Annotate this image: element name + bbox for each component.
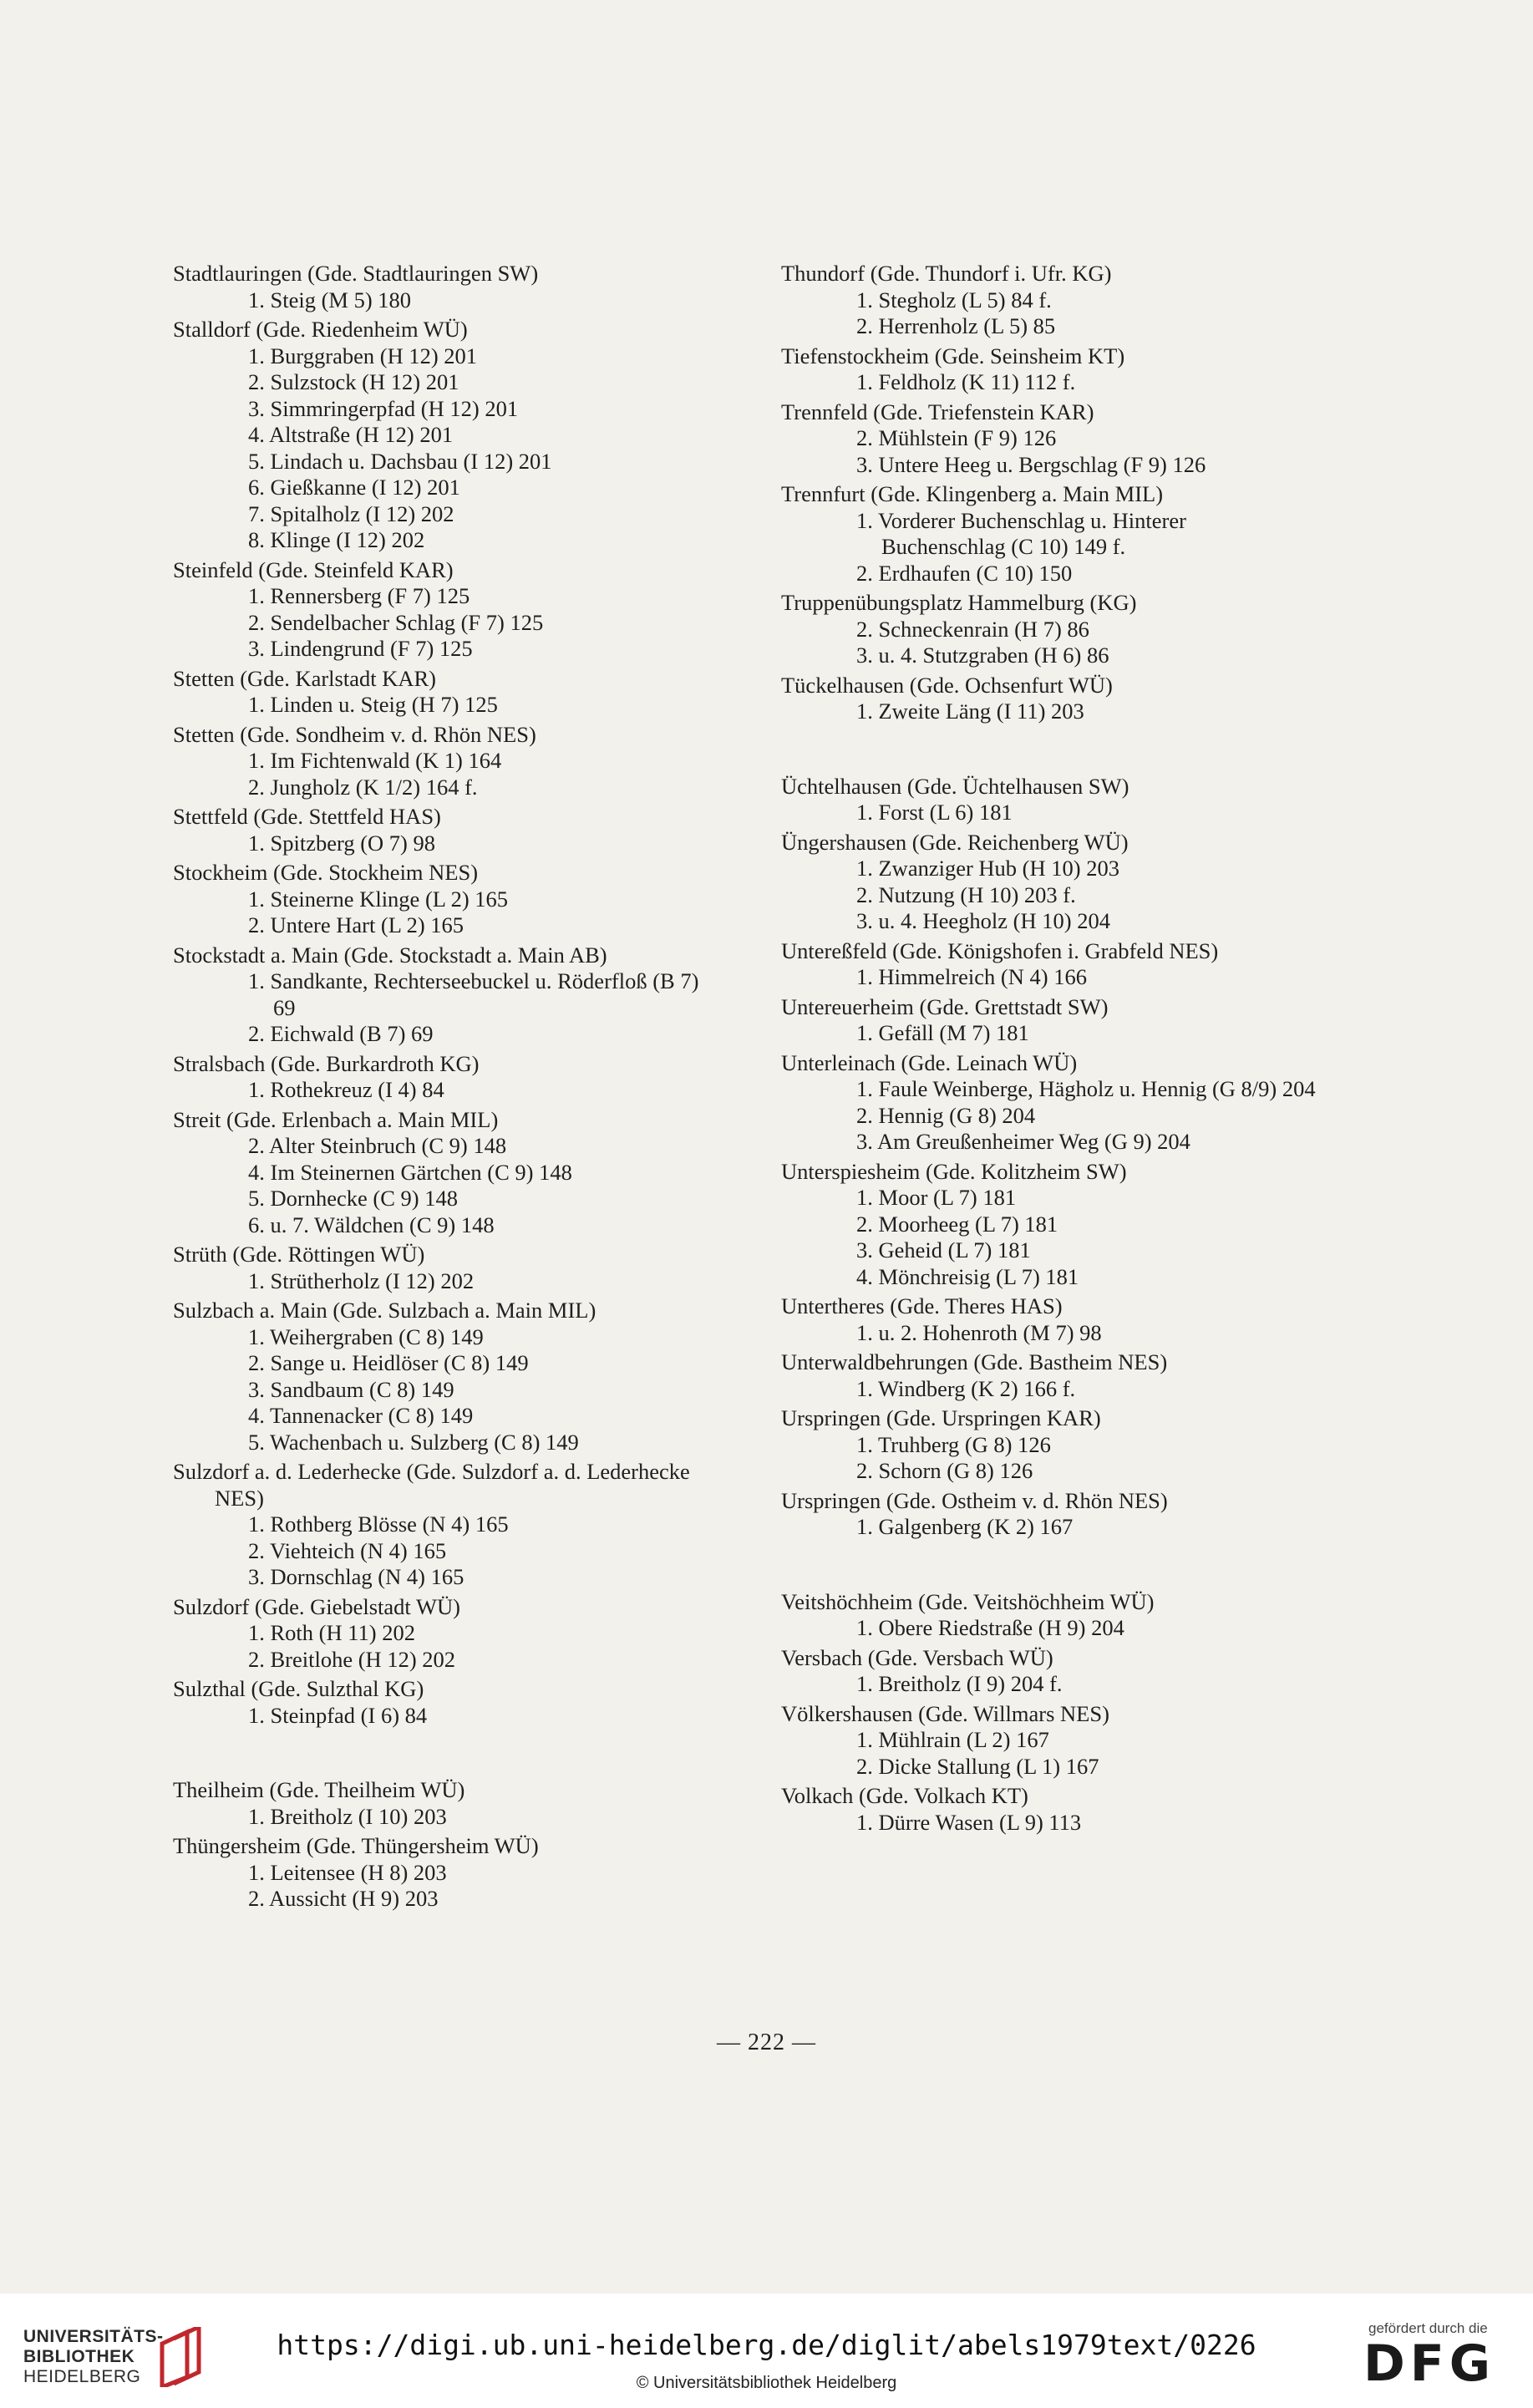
entry-items: [173, 886, 708, 939]
entry-item: 6. u. 7. Wäldchen (C 9) 148: [248, 1212, 495, 1237]
entry-item: 1. Gefäll (M 7) 181: [856, 1020, 1029, 1045]
entry-item: 4. Altstraße (H 12) 201: [248, 422, 454, 447]
index-entry: [781, 261, 1316, 340]
entry-items: [781, 964, 1316, 991]
permalink-url[interactable]: https://digi.ub.uni-heidelberg.de/diglit/abels1979text/0226: [277, 2329, 1256, 2361]
entry-items: [781, 699, 1316, 725]
entry-item: 1. Rothekreuz (I 4) 84: [248, 1077, 444, 1102]
entry-item: 1. Feldholz (K 11) 112 f.: [856, 369, 1076, 394]
entry-items: [781, 1615, 1316, 1642]
entry-heading: Steinfeld (Gde. Steinfeld KAR): [173, 556, 454, 582]
entry-heading: Thundorf (Gde. Thundorf i. Ufr. KG): [781, 261, 1112, 286]
index-entry: [781, 1050, 1316, 1156]
entry-heading: Unterspiesheim (Gde. Kolitzheim SW): [781, 1158, 1127, 1184]
section-gap: [781, 1544, 1316, 1589]
index-entry: [781, 1701, 1316, 1781]
index-entry: [173, 1051, 708, 1104]
entry-item: 1. Faule Weinberge, Hägholz u. Hennig (G 8/9) 204: [856, 1076, 1316, 1101]
entry-item: 2. Hennig (G 8) 204: [856, 1102, 1036, 1128]
entry-items: [173, 583, 708, 663]
entry-heading: Theilheim (Gde. Theilheim WÜ): [173, 1777, 465, 1802]
entry-heading: Stetten (Gde. Sondheim v. d. Rhön NES): [173, 721, 536, 747]
entry-item: 1. Breitholz (I 10) 203: [248, 1803, 447, 1829]
entry-item: 1. Steig (M 5) 180: [248, 287, 412, 312]
entry-item: 1. Mühlrain (L 2) 167: [856, 1727, 1049, 1752]
index-entry: [173, 317, 708, 554]
entry-item: 2. Jungholz (K 1/2) 164 f.: [248, 774, 478, 800]
entry-items: [173, 287, 708, 314]
entry-heading: Strüth (Gde. Röttingen WÜ): [173, 1242, 425, 1267]
entry-items: [781, 1727, 1316, 1780]
entry-heading: Veitshöchheim (Gde. Veitshöchheim WÜ): [781, 1588, 1155, 1614]
entry-item: 1. Leitensee (H 8) 203: [248, 1859, 447, 1885]
index-entry: [781, 774, 1316, 826]
entry-item: 5. Dornhecke (C 9) 148: [248, 1186, 458, 1211]
entry-item: 5. Lindach u. Dachsbau (I 12) 201: [248, 448, 552, 474]
entry-item: 1. Steinerne Klinge (L 2) 165: [248, 886, 509, 912]
entry-item: 2. Herrenholz (L 5) 85: [856, 313, 1056, 338]
entry-heading: Tückelhausen (Gde. Ochsenfurt WÜ): [781, 672, 1113, 698]
entry-item: 1. Dürre Wasen (L 9) 113: [856, 1809, 1082, 1835]
index-entry: [781, 1293, 1316, 1346]
index-entry: [173, 1676, 708, 1729]
entry-heading: Stockheim (Gde. Stockheim NES): [173, 860, 479, 885]
entry-items: [173, 692, 708, 719]
entry-item: 2. Sulzstock (H 12) 201: [248, 369, 459, 394]
entry-heading: Sulzdorf a. d. Lederhecke (Gde. Sulzdorf a. d. Lederhecke NES): [173, 1459, 690, 1511]
entry-heading: Sulzbach a. Main (Gde. Sulzbach a. Main MIL): [173, 1298, 596, 1323]
entry-items: [173, 1324, 708, 1456]
entry-item: 2. Sendelbacher Schlag (F 7) 125: [248, 609, 544, 635]
entry-item: 1. Im Fichtenwald (K 1) 164: [248, 748, 502, 773]
index-entry: [781, 830, 1316, 935]
entry-items: [173, 1133, 708, 1238]
library-name-line2: BIBLIOTHEK: [23, 2347, 135, 2366]
section-gap: [173, 1732, 708, 1777]
index-entry: [173, 804, 708, 856]
entry-heading: Thüngersheim (Gde. Thüngersheim WÜ): [173, 1833, 539, 1858]
index-entry: [173, 860, 708, 939]
index-entry: [781, 590, 1316, 669]
entry-item: 1. Steinpfad (I 6) 84: [248, 1702, 428, 1728]
entry-item: 1. Stegholz (L 5) 84 f.: [856, 287, 1052, 312]
index-entry: [781, 343, 1316, 396]
index-entry: [173, 1459, 708, 1591]
entry-items: [173, 1620, 708, 1673]
entry-item: 3. Am Greußenheimer Weg (G 9) 204: [856, 1129, 1190, 1154]
index-entry: [781, 1645, 1316, 1698]
entry-item: 1. Galgenberg (K 2) 167: [856, 1514, 1074, 1539]
index-entry: [173, 1777, 708, 1830]
entry-heading: Urspringen (Gde. Ostheim v. d. Rhön NES): [781, 1487, 1168, 1513]
entry-heading: Völkershausen (Gde. Willmars NES): [781, 1700, 1109, 1726]
entry-items: [781, 617, 1316, 669]
entry-heading: Truppenübungsplatz Hammelburg (KG): [781, 590, 1137, 615]
entry-heading: Urspringen (Gde. Urspringen KAR): [781, 1405, 1101, 1430]
index-entry: [781, 481, 1316, 587]
entry-item: 1. Breitholz (I 9) 204 f.: [856, 1671, 1063, 1696]
entry-items: [173, 1268, 708, 1295]
entry-item: 3. u. 4. Stutzgraben (H 6) 86: [856, 643, 1109, 668]
index-entry: [781, 938, 1316, 991]
entry-item: 1. Sandkante, Rechterseebuckel u. Röderfloß (B 7) 69: [248, 968, 699, 1020]
entry-heading: Üngershausen (Gde. Reichenberg WÜ): [781, 829, 1129, 855]
entry-item: 1. Moor (L 7) 181: [856, 1185, 1017, 1210]
entry-item: 1. Himmelreich (N 4) 166: [856, 964, 1087, 989]
index-entry: [781, 1159, 1316, 1291]
entry-item: 6. Gießkanne (I 12) 201: [248, 475, 460, 500]
entry-item: 3. Dornschlag (N 4) 165: [248, 1564, 464, 1589]
index-entry: [173, 1242, 708, 1294]
entry-items: [173, 968, 708, 1048]
index-entry: [173, 1107, 708, 1239]
entry-items: [173, 343, 708, 554]
entry-items: [781, 856, 1316, 935]
entry-item: 1. Roth (H 11) 202: [248, 1620, 415, 1645]
entry-heading: Stralsbach (Gde. Burkardroth KG): [173, 1050, 480, 1076]
index-entry: [781, 673, 1316, 725]
entry-heading: Üchtelhausen (Gde. Üchtelhausen SW): [781, 773, 1129, 799]
entry-items: [781, 508, 1316, 587]
entry-heading: Streit (Gde. Erlenbach a. Main MIL): [173, 1106, 499, 1132]
funded-by-label: gefördert durch die: [1368, 2320, 1488, 2336]
entry-item: 2. Erdhaufen (C 10) 150: [856, 560, 1073, 586]
index-entry: [781, 994, 1316, 1047]
entry-heading: Stettfeld (Gde. Stettfeld HAS): [173, 804, 441, 829]
entry-items: [781, 1810, 1316, 1836]
entry-item: 3. Simmringerpfad (H 12) 201: [248, 395, 519, 421]
entry-item: 3. Sandbaum (C 8) 149: [248, 1376, 454, 1402]
entry-items: [173, 1804, 708, 1831]
entry-item: 1. Linden u. Steig (H 7) 125: [248, 692, 498, 717]
library-name-line3: HEIDELBERG: [23, 2367, 141, 2386]
entry-items: [781, 1376, 1316, 1403]
entry-item: 1. Strütherholz (I 12) 202: [248, 1268, 475, 1293]
entry-item: 2. Eichwald (B 7) 69: [248, 1021, 434, 1046]
entry-items: [781, 369, 1316, 396]
entry-item: 2. Schneckenrain (H 7) 86: [856, 616, 1089, 642]
entry-item: 2. Moorheeg (L 7) 181: [856, 1211, 1058, 1237]
index-entry: [173, 722, 708, 801]
index-entry: [781, 1405, 1316, 1485]
entry-heading: Unterleinach (Gde. Leinach WÜ): [781, 1049, 1078, 1075]
right-column: [781, 261, 1316, 1839]
entry-items: [173, 1077, 708, 1104]
copyright-notice: © Universitätsbibliothek Heidelberg: [636, 2374, 897, 2392]
footer-bar: [0, 2294, 1533, 2408]
page-number: — 222 —: [717, 2030, 816, 2055]
entry-item: 3. Untere Heeg u. Bergschlag (F 9) 126: [856, 451, 1206, 477]
entry-item: 4. Im Steinernen Gärtchen (C 9) 148: [248, 1159, 572, 1185]
entry-item: 1. Zweite Läng (I 11) 203: [856, 699, 1084, 724]
dfg-wordmark: DFG: [1363, 2334, 1496, 2393]
entry-heading: Stetten (Gde. Karlstadt KAR): [173, 665, 436, 691]
index-entry: [173, 1594, 708, 1674]
entry-item: 1. Rothberg Blösse (N 4) 165: [248, 1511, 509, 1537]
entry-item: 4. Mönchreisig (L 7) 181: [856, 1263, 1079, 1289]
entry-item: 1. Zwanziger Hub (H 10) 203: [856, 856, 1119, 881]
entry-items: [781, 1432, 1316, 1485]
entry-items: [781, 1076, 1316, 1156]
entry-item: 2. Aussicht (H 9) 203: [248, 1886, 439, 1911]
entry-items: [173, 1703, 708, 1730]
index-entry: [173, 261, 708, 313]
entry-item: 2. Untere Hart (L 2) 165: [248, 912, 464, 937]
entry-items: [781, 1671, 1316, 1698]
entry-item: 1. Weihergraben (C 8) 149: [248, 1323, 484, 1349]
entry-item: 1. Rennersberg (F 7) 125: [248, 583, 470, 608]
entry-item: 1. Burggraben (H 12) 201: [248, 343, 478, 368]
index-entry: [173, 557, 708, 663]
index-entry: [173, 1298, 708, 1455]
entry-items: [781, 425, 1316, 478]
entry-items: [781, 287, 1316, 340]
entry-item: 8. Klinge (I 12) 202: [248, 527, 425, 552]
index-entry: [781, 1783, 1316, 1836]
entry-items: [781, 1020, 1316, 1047]
entry-item: 1. Spitzberg (O 7) 98: [248, 830, 435, 856]
dfg-logo[interactable]: [1363, 2320, 1514, 2393]
entry-item: 2. Alter Steinbruch (C 9) 148: [248, 1133, 507, 1158]
entry-heading: Unterwaldbehrungen (Gde. Bastheim NES): [781, 1349, 1168, 1374]
entry-items: [781, 1514, 1316, 1541]
entry-items: [173, 748, 708, 800]
index-entry: [781, 1589, 1316, 1642]
index-entry: [781, 1349, 1316, 1402]
entry-item: 7. Spitalholz (I 12) 202: [248, 500, 454, 526]
entry-item: 2. Breitlohe (H 12) 202: [248, 1646, 456, 1672]
entry-items: [173, 1860, 708, 1913]
entry-item: 1. Obere Riedstraße (H 9) 204: [856, 1615, 1124, 1640]
entry-items: [173, 1511, 708, 1591]
entry-item: 2. Mühlstein (F 9) 126: [856, 425, 1057, 450]
entry-item: 3. u. 4. Heegholz (H 10) 204: [856, 908, 1110, 933]
entry-heading: Sulzdorf (Gde. Giebelstadt WÜ): [173, 1593, 460, 1619]
section-gap: [781, 729, 1316, 774]
entry-items: [781, 1320, 1316, 1347]
left-column: [173, 261, 708, 1916]
entry-heading: Stockstadt a. Main (Gde. Stockstadt a. Main AB): [173, 942, 607, 968]
entry-item: 4. Tannenacker (C 8) 149: [248, 1403, 474, 1428]
entry-heading: Untereßfeld (Gde. Königshofen i. Grabfeld NES): [781, 937, 1219, 963]
entry-item: 1. u. 2. Hohenroth (M 7) 98: [856, 1319, 1102, 1345]
entry-item: 1. Windberg (K 2) 166 f.: [856, 1375, 1076, 1401]
library-name-line1: UNIVERSITÄTS-: [23, 2327, 164, 2346]
entry-heading: Stadtlauringen (Gde. Stadtlauringen SW): [173, 261, 539, 286]
entry-heading: Trennfeld (Gde. Triefenstein KAR): [781, 399, 1094, 424]
entry-item: 2. Schorn (G 8) 126: [856, 1458, 1033, 1483]
entry-item: 5. Wachenbach u. Sulzberg (C 8) 149: [248, 1429, 579, 1455]
entry-item: 1. Forst (L 6) 181: [856, 800, 1013, 825]
index-entry: [173, 666, 708, 719]
entry-item: 1. Truhberg (G 8) 126: [856, 1431, 1051, 1457]
entry-items: [173, 831, 708, 857]
entry-item: 2. Nutzung (H 10) 203 f.: [856, 881, 1076, 907]
entry-item: 1. Vorderer Buchenschlag u. Hinterer Buchenschlag (C 10) 149 f.: [856, 507, 1186, 559]
entry-heading: Untereuerheim (Gde. Grettstadt SW): [781, 993, 1109, 1019]
entry-item: 3. Lindengrund (F 7) 125: [248, 636, 473, 661]
entry-items: [781, 1185, 1316, 1290]
index-entry: [781, 1488, 1316, 1541]
entry-heading: Volkach (Gde. Volkach KT): [781, 1783, 1028, 1808]
entry-heading: Tiefenstockheim (Gde. Seinsheim KT): [781, 343, 1125, 368]
index-entry: [781, 399, 1316, 479]
index-entry: [173, 1833, 708, 1913]
index-entry: [173, 942, 708, 1048]
entry-heading: Untertheres (Gde. Theres HAS): [781, 1293, 1063, 1318]
entry-heading: Stalldorf (Gde. Riedenheim WÜ): [173, 317, 468, 342]
entry-item: 2. Dicke Stallung (L 1) 167: [856, 1753, 1099, 1779]
entry-item: 2. Sange u. Heidlöser (C 8) 149: [248, 1350, 529, 1375]
entry-heading: Trennfurt (Gde. Klingenberg a. Main MIL): [781, 481, 1164, 506]
entry-item: 2. Viehteich (N 4) 165: [248, 1537, 447, 1563]
entry-heading: Sulzthal (Gde. Sulzthal KG): [173, 1676, 424, 1701]
entry-item: 3. Geheid (L 7) 181: [856, 1237, 1031, 1262]
entry-items: [781, 800, 1316, 826]
entry-heading: Versbach (Gde. Versbach WÜ): [781, 1644, 1053, 1670]
